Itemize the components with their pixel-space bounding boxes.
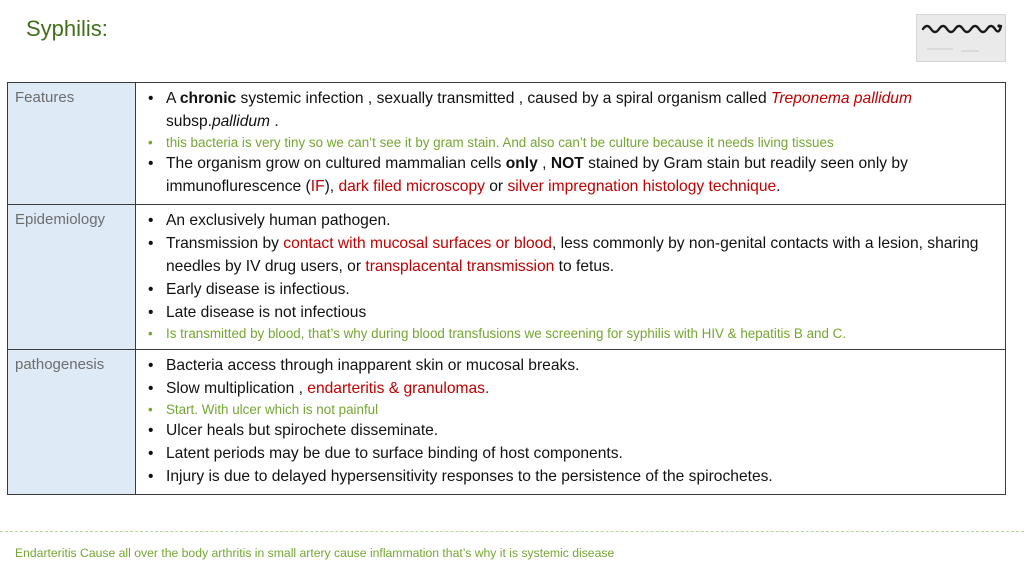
text-segment: only (505, 155, 538, 172)
bullet-list (144, 87, 997, 198)
text-segment: Bacteria access through inapparent skin or mucosal breaks. (166, 357, 580, 374)
bullet-item (144, 87, 997, 133)
text-segment: Slow multiplication , (166, 380, 308, 397)
text-segment: ), (324, 178, 339, 195)
text-segment: Ulcer heals but spirochete disseminate. (166, 422, 439, 439)
table-row (8, 205, 1006, 350)
row-heading: Features (8, 83, 136, 205)
bullet-list (144, 354, 997, 488)
text-segment: this bacteria is very tiny so we can’t see it by gram stain. And also can’t be culture because it needs living tissues (166, 135, 834, 150)
text-segment: . (270, 113, 279, 130)
bullet-item (144, 465, 997, 488)
bullet-item (144, 301, 997, 324)
row-content (136, 205, 1006, 350)
bullet-item (144, 377, 997, 400)
bullet-item (144, 354, 997, 377)
text-segment: A (166, 90, 180, 107)
bullet-list (144, 209, 997, 343)
text-segment: endarteritis & granulomas. (307, 380, 490, 397)
text-segment: The organism grow on cultured mammalian cells (166, 155, 506, 172)
text-segment: subsp. (166, 113, 212, 130)
text-segment: An exclusively human pathogen. (166, 212, 391, 229)
text-segment: Start. With ulcer which is not painful (166, 402, 379, 417)
text-segment: Is transmitted by blood, that’s why during blood transfusions we screening for syphilis with HIV & hepatitis B and C. (166, 326, 847, 341)
info-table (7, 82, 1006, 495)
text-segment: NOT (550, 155, 584, 172)
table-row (8, 83, 1006, 205)
note-bullet (144, 324, 997, 343)
table-row (8, 350, 1006, 495)
text-segment: stained by Gram stain but readily seen only by immunoflurescence ( (166, 155, 908, 195)
row-content (136, 83, 1006, 205)
text-segment: Injury is due to delayed hypersensitivity responses to the persistence of the spirochetes. (166, 468, 773, 485)
note-bullet (144, 133, 997, 152)
text-segment: pallidum (211, 113, 271, 130)
text-segment: transplacental transmission (365, 258, 555, 275)
text-segment: to fetus. (554, 258, 615, 275)
row-content (136, 350, 1006, 495)
bullet-item (144, 442, 997, 465)
footer-note: Endarteritis Cause all over the body arthritis in small artery cause inflammation that’s why it is systemic disease (15, 546, 615, 560)
row-heading: Epidemiology (8, 205, 136, 350)
text-segment: chronic (179, 90, 237, 107)
text-segment: Latent periods may be due to surface binding of host components. (166, 445, 623, 462)
row-heading: pathogenesis (8, 350, 136, 495)
page-title: Syphilis: (26, 16, 108, 41)
spirochete-image (916, 14, 1006, 62)
bullet-item (144, 278, 997, 301)
text-segment: Late disease is not infectious (166, 304, 367, 321)
text-segment: , less commonly by non-genital contacts with a lesion, sharing needles by IV drug users, or (166, 235, 979, 275)
text-segment: . (776, 178, 781, 195)
text-segment: silver impregnation histology technique (507, 178, 777, 195)
text-segment: Early disease is infectious. (166, 281, 350, 298)
bullet-item (144, 232, 997, 278)
bullet-item (144, 209, 997, 232)
bullet-item (144, 152, 997, 198)
note-bullet (144, 400, 997, 419)
text-segment: IF (310, 178, 325, 195)
text-segment: dark filed microscopy (338, 178, 485, 195)
text-segment: Treponema pallidum (770, 90, 912, 107)
text-segment: , (537, 155, 551, 172)
text-segment: Transmission by (166, 235, 284, 252)
bullet-item (144, 419, 997, 442)
footer-divider (0, 531, 1024, 532)
text-segment: contact with mucosal surfaces or blood (283, 235, 552, 252)
text-segment: or (484, 178, 508, 195)
text-segment: systemic infection , sexually transmitted , caused by a spiral organism called (236, 90, 771, 107)
